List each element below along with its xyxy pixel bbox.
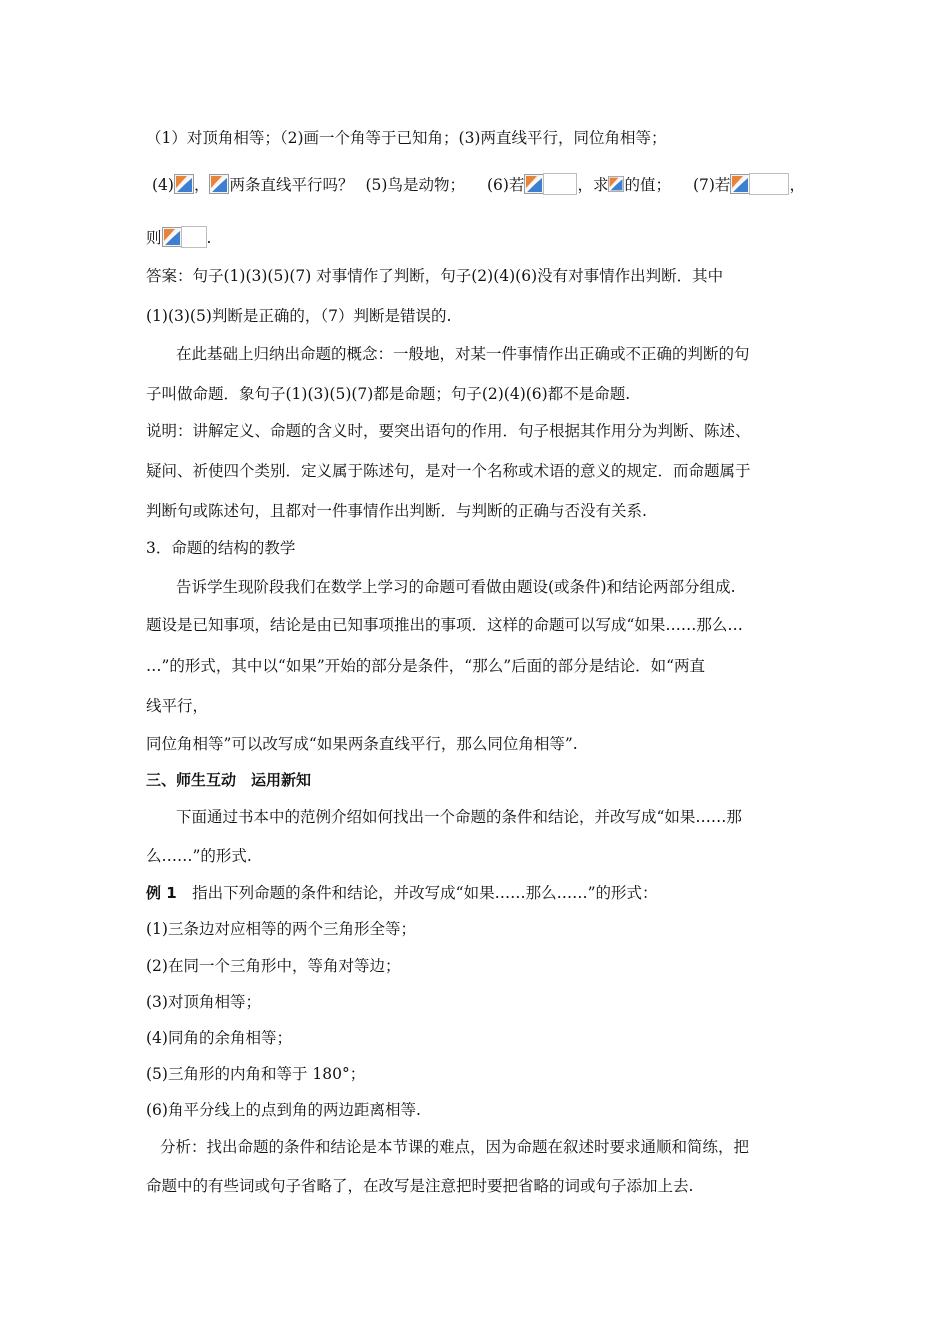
section-heading-interaction (146, 769, 311, 791)
text: 三、师生互动 运用新知 (146, 771, 312, 789)
text: 3．命题的结构的教学 (146, 539, 296, 557)
structure-line-3 (146, 655, 705, 677)
text: 告诉学生现阶段我们在数学上学习的命题可看做由题设(或条件)和结论两部分组成. (176, 578, 736, 596)
text: (7)若 (692, 176, 731, 194)
image-placeholder-box (749, 173, 789, 195)
image-placeholder-box (543, 173, 577, 195)
text: …”的形式，其中以“如果”开始的部分是条件，“那么”后面的部分是结论．如“两直 (146, 657, 706, 675)
text: (6)若 (486, 176, 525, 194)
text: 的值； (624, 176, 671, 194)
structure-line-4 (146, 695, 208, 717)
text: (3)对顶角相等； (146, 993, 261, 1011)
analysis-line-2 (146, 1175, 693, 1197)
text: 同位角相等”可以改写成“如果两条直线平行，那么同位角相等”. (146, 735, 578, 753)
line-propositions-3 (146, 227, 211, 250)
text: 答案：句子(1)(3)(5)(7) 对事情作了判断，句子(2)(4)(6)没有对事情作出判断．其中 (146, 267, 724, 285)
text: 则 (146, 229, 162, 247)
text: ， (193, 176, 210, 194)
text: 命题中的有些词或句子省略了，在改写是注意把时要把省略的词或句子添加上去. (146, 1177, 694, 1195)
structure-line-2 (146, 614, 743, 636)
text: 说明：讲解定义、命题的含义时，要突出语句的作用．句子根据其作用分为判断、陈述、 (146, 422, 751, 440)
list-item (146, 1063, 365, 1085)
text: 判断句或陈述句，且都对一件事情作出判断．与判断的正确与否没有关系. (146, 502, 647, 520)
intro-line-1 (176, 806, 742, 828)
text: (1)三条边对应相等的两个三角形全等； (146, 920, 416, 938)
note-line-2 (146, 460, 751, 482)
text: 么……”的形式. (146, 847, 252, 865)
broken-image-icon (162, 227, 182, 247)
line-propositions-2 (152, 174, 805, 197)
structure-line-5 (146, 733, 578, 755)
text: 题设是已知事项，结论是由已知事项推出的事项．这样的命题可以写成“如果……那么… (146, 616, 743, 634)
broken-image-icon (608, 176, 624, 192)
broken-image-icon (209, 174, 229, 194)
text: (4)同角的余角相等； (146, 1029, 292, 1047)
text: 疑问、祈使四个类别．定义属于陈述句，是对一个名称或术语的意义的规定．而命题属于 (146, 462, 751, 480)
text: (2)在同一个三角形中，等角对等边； (146, 957, 401, 975)
broken-image-icon (730, 174, 750, 194)
text: 线平行， (146, 697, 209, 715)
text: (5)三角形的内角和等于 180°； (146, 1065, 366, 1083)
text: . (206, 229, 212, 247)
text: 子叫做命题．象句子(1)(3)(5)(7)都是命题；句子(2)(4)(6)都不是命题. (146, 385, 631, 403)
text: （1）对顶角相等；（2)画一个角等于已知角；(3)两直线平行，同位角相等； (146, 129, 667, 147)
text: 下面通过书本中的范例介绍如何找出一个命题的条件和结论，并改写成“如果……那 (176, 808, 742, 826)
concept-line-1 (176, 343, 750, 365)
text: (1)(3)(5)判断是正确的，（7）判断是错误的. (146, 307, 452, 325)
text: 分析：找出命题的条件和结论是本节课的难点，因为命题在叙述时要求通顺和简练，把 (160, 1138, 750, 1156)
text: (5)鸟是动物； (365, 176, 465, 194)
example-label: 例 1 (146, 884, 177, 902)
note-line-1 (146, 420, 751, 442)
text: ， (789, 176, 805, 194)
list-item (146, 1099, 421, 1121)
list-item (146, 918, 416, 940)
text: 两条直线平行吗？ (229, 176, 354, 194)
list-item (146, 1027, 292, 1049)
text: 指出下列命题的条件和结论，并改写成“如果……那么……”的形式： (176, 884, 658, 902)
list-item (146, 955, 400, 977)
text: (4) (152, 176, 174, 194)
image-placeholder-box (181, 226, 207, 248)
analysis-line-1 (160, 1136, 749, 1158)
note-line-3 (146, 500, 647, 522)
concept-line-2 (146, 383, 630, 405)
text: ，求 (577, 176, 609, 194)
answer-line-1 (146, 265, 723, 287)
list-item (146, 991, 261, 1013)
text: (6)角平分线上的点到角的两边距离相等. (146, 1101, 421, 1119)
broken-image-icon (174, 174, 194, 194)
line-propositions-1 (146, 127, 666, 149)
example-1-heading (146, 882, 658, 904)
answer-line-2 (146, 305, 451, 327)
text: 在此基础上归纳出命题的概念：一般地，对某一件事情作出正确或不正确的判断的句 (176, 345, 750, 363)
structure-line-1 (176, 576, 736, 598)
intro-line-2 (146, 845, 252, 867)
section-heading-structure (146, 537, 295, 559)
broken-image-icon (524, 174, 544, 194)
